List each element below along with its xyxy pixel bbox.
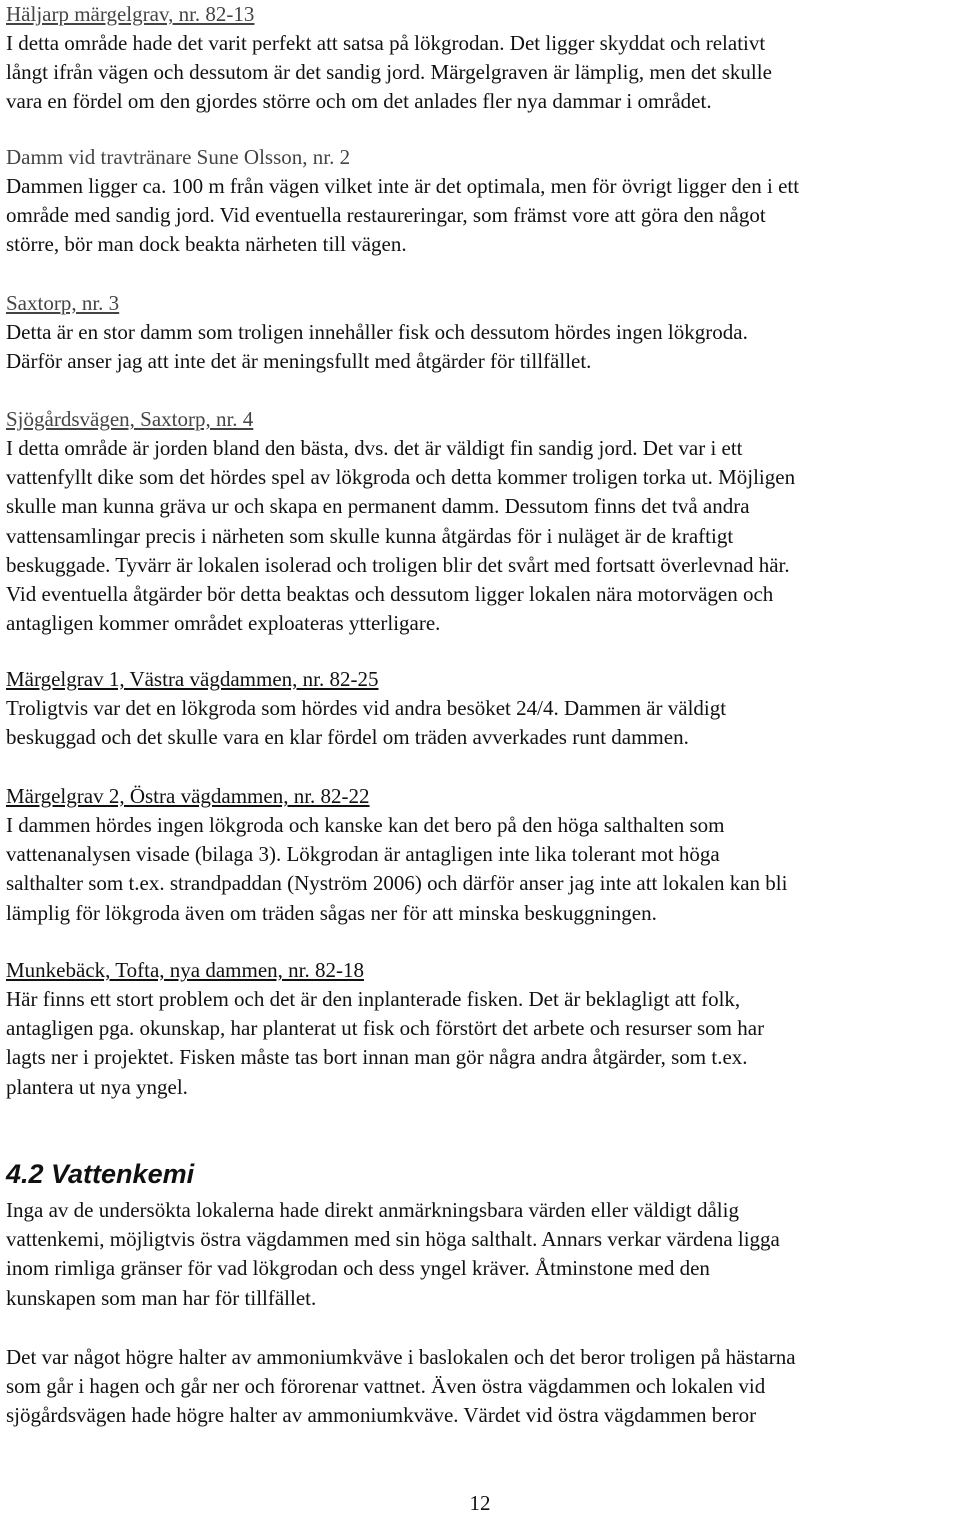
entry-line: område med sandig jord. Vid eventuella restaureringar, som främst vore att göra den något bbox=[6, 203, 766, 228]
entry-line: beskuggade. Tyvärr är lokalen isolerad och troligen blir det svårt med fortsatt överlevnad här. bbox=[6, 552, 790, 577]
entry-saxtorp bbox=[6, 289, 956, 376]
entry-heading: Munkebäck, Tofta, nya dammen, nr. 82-18 bbox=[6, 958, 364, 982]
paragraph-line: sjögårdsvägen hade högre halter av ammoniumkväve. Värdet vid östra vägdammen beror bbox=[6, 1403, 757, 1428]
entry-line: salthalter som t.ex. strandpaddan (Nyström 2006) och därför anser jag inte att lokalen kan bli bbox=[6, 871, 788, 896]
page-number: 12 bbox=[469, 1491, 491, 1515]
entry-line: Vid eventuella åtgärder bör detta beaktas och dessutom ligger lokalen nära motorvägen och bbox=[6, 582, 774, 607]
entry-line: större, bör man dock beakta närheten till vägen. bbox=[6, 232, 407, 257]
entry-heading: Märgelgrav 2, Östra vägdammen, nr. 82-22 bbox=[6, 784, 370, 808]
entry-line: I detta område är jorden bland den bästa, dvs. det är väldigt fin sandig jord. Det var i ett bbox=[6, 436, 743, 460]
section-title: 4.2 Vattenkemi bbox=[6, 1159, 195, 1189]
entry-damm-sune-olsson bbox=[6, 143, 956, 260]
paragraph-line: vattenkemi, möjligtvis östra vägdammen med sin höga salthalt. Annars verkar värdena ligga bbox=[6, 1227, 780, 1252]
entry-line: antagligen pga. okunskap, har planterat ut fisk och förstört det arbete och resurser som har bbox=[6, 1016, 765, 1041]
paragraph-line: inom rimliga gränser för vad lökgrodan och dess yngel kräver. Åtminstone med den bbox=[6, 1256, 710, 1281]
entry-line: beskuggad och det skulle vara en klar fördel om träden avverkades runt dammen. bbox=[6, 725, 689, 750]
entry-line: lagts ner i projektet. Fisken måste tas bort innan man gör några andra åtgärder, som t.ex. bbox=[6, 1045, 748, 1070]
entry-line: vattensamlingar precis i närheten som skulle kunna åtgärdas för i nuläget är de kraftigt bbox=[6, 523, 734, 548]
entry-heading: Märgelgrav 1, Västra vägdammen, nr. 82-25 bbox=[6, 667, 379, 691]
entry-line: Därför anser jag att inte det är meningsfullt med åtgärder för tillfället. bbox=[6, 349, 592, 374]
section-paragraph bbox=[6, 1196, 956, 1313]
entry-line: långt ifrån vägen och dessutom är det sandig jord. Märgelgraven är lämplig, men det skulle bbox=[6, 60, 772, 85]
entry-margelgrav-2 bbox=[6, 782, 956, 928]
entry-sjogardsvagen bbox=[6, 405, 956, 638]
entry-haljarp bbox=[6, 0, 956, 117]
entry-heading: Damm vid travtränare Sune Olsson, nr. 2 bbox=[6, 145, 351, 169]
entry-line: plantera ut nya yngel. bbox=[6, 1074, 188, 1099]
entry-margelgrav-1 bbox=[6, 665, 956, 752]
entry-line: Detta är en stor damm som troligen innehåller fisk och dessutom hördes ingen lökgroda. bbox=[6, 320, 748, 344]
entry-line: antagligen kommer området exploateras ytterligare. bbox=[6, 611, 441, 636]
paragraph-line: som går i hagen och går ner och förorenar vattnet. Även östra vägdammen och lokalen vid bbox=[6, 1374, 766, 1399]
section-paragraph bbox=[6, 1343, 956, 1431]
entry-line: I detta område hade det varit perfekt att satsa på lökgrodan. Det ligger skyddat och relativt bbox=[6, 31, 766, 55]
entry-line: Dammen ligger ca. 100 m från vägen vilket inte är det optimala, men för övrigt ligger den i ett bbox=[6, 174, 800, 198]
entry-heading: Häljarp märgelgrav, nr. 82-13 bbox=[6, 2, 255, 26]
entry-line: vara en fördel om den gjordes större och om det anlades fler nya dammar i området. bbox=[6, 89, 712, 114]
entry-line: vattenfyllt dike som det hördes spel av lökgroda och detta kommer troligen torka ut. Möjligen bbox=[6, 465, 796, 490]
entry-heading: Saxtorp, nr. 3 bbox=[6, 291, 120, 315]
entry-line: I dammen hördes ingen lökgroda och kanske kan det bero på den höga salthalten som bbox=[6, 813, 725, 837]
paragraph-line: Inga av de undersökta lokalerna hade direkt anmärkningsbara värden eller väldigt dålig bbox=[6, 1198, 739, 1222]
entry-line: lämplig för lökgroda även om träden sågas ner för att minska beskuggningen. bbox=[6, 900, 657, 925]
entry-line: vattenanalysen visade (bilaga 3). Lökgrodan är antagligen inte lika tolerant mot höga bbox=[6, 842, 720, 867]
entry-munkeback bbox=[6, 956, 956, 1102]
paragraph-line: kunskapen som man har för tillfället. bbox=[6, 1285, 317, 1310]
entry-line: Troligtvis var det en lökgroda som hördes vid andra besöket 24/4. Dammen är väldigt bbox=[6, 696, 727, 720]
paragraph-line: Det var något högre halter av ammoniumkväve i baslokalen och det beror troligen på hästarna bbox=[6, 1345, 796, 1369]
entry-line: skulle man kunna gräva ur och skapa en permanent damm. Dessutom finns det två andra bbox=[6, 494, 750, 519]
entry-line: Här finns ett stort problem och det är den inplanterade fisken. Det är beklagligt att folk, bbox=[6, 987, 741, 1011]
entry-heading: Sjögårdsvägen, Saxtorp, nr. 4 bbox=[6, 407, 254, 431]
